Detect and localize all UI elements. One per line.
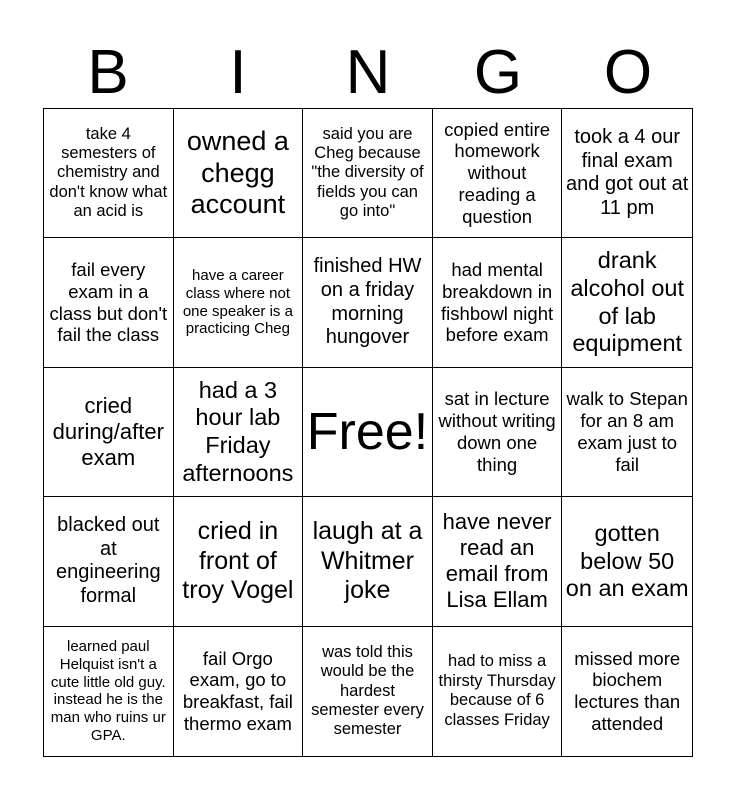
bingo-cell[interactable] — [433, 368, 563, 497]
bingo-cell-text: had to miss a thirsty Thursday because of 6 classes Friday — [438, 652, 556, 729]
bingo-cell-text: had mental breakdown in fishbowl night before exam — [441, 258, 554, 346]
bingo-cell[interactable] — [562, 238, 692, 367]
bingo-cell[interactable] — [303, 497, 433, 626]
bingo-cell-text: have a career class where not one speaker is a practicing Cheg — [182, 267, 293, 338]
bingo-cell[interactable] — [174, 627, 304, 756]
bingo-cell[interactable] — [303, 109, 433, 238]
bingo-cell[interactable] — [562, 627, 692, 756]
bingo-cell-text: gotten below 50 on an exam — [565, 519, 689, 602]
bingo-header — [43, 38, 693, 108]
bingo-cell[interactable] — [44, 109, 174, 238]
bingo-cell-text: missed more biochem lectures than attended — [574, 647, 681, 735]
bingo-cell-text: have never read an email from Lisa Ellam — [442, 509, 552, 613]
bingo-cell-text: drank alcohol out of lab equipment — [570, 247, 685, 357]
bingo-cell-text: had a 3 hour lab Friday afternoons — [182, 376, 294, 486]
header-letter-o: O — [603, 38, 653, 107]
bingo-cell[interactable] — [44, 238, 174, 367]
bingo-cell[interactable] — [433, 627, 563, 756]
bingo-cell-text: was told this would be the hardest semester every semester — [311, 642, 424, 739]
bingo-cell[interactable] — [174, 109, 304, 238]
bingo-cell-text: blacked out at engineering formal — [56, 514, 161, 607]
bingo-cell[interactable] — [562, 497, 692, 626]
header-letter-i: I — [229, 38, 247, 107]
bingo-cell-text: fail every exam in a class but don't fail the class — [49, 258, 168, 346]
bingo-cell-text: fail Orgo exam, go to breakfast, fail thermo exam — [182, 647, 293, 735]
bingo-cell-text: cried during/after exam — [52, 393, 164, 470]
bingo-card-grid — [43, 108, 693, 757]
bingo-cell-text: cried in front of troy Vogel — [182, 517, 294, 605]
bingo-cell-text: take 4 semesters of chemistry and don't know what an acid is — [49, 124, 168, 221]
bingo-cell-text: owned a chegg account — [186, 126, 289, 219]
bingo-cell-text: laugh at a Whitmer joke — [312, 517, 423, 605]
bingo-cell[interactable] — [433, 109, 563, 238]
header-letter-g: G — [473, 38, 523, 107]
bingo-cell-text: copied entire homework without reading a question — [444, 118, 551, 227]
bingo-cell-text: finished HW on a friday morning hungover — [313, 255, 422, 349]
bingo-cell[interactable] — [433, 497, 563, 626]
bingo-cell-text: walk to Stepan for an 8 am exam just to fail — [566, 388, 688, 475]
bingo-cell[interactable] — [174, 238, 304, 367]
bingo-cell-text: said you are Cheg because "the diversity of fields you can go into" — [311, 124, 424, 221]
free-space-cell[interactable] — [303, 368, 433, 497]
bingo-cell[interactable] — [174, 368, 304, 497]
bingo-cell-text: learned paul Helquist isn't a cute little old guy. instead he is the man who ruins ur GPA. — [50, 638, 166, 744]
bingo-cell-text: took a 4 our final exam and got out at 11 pm — [566, 126, 689, 219]
bingo-cell[interactable] — [44, 368, 174, 497]
bingo-cell[interactable] — [44, 497, 174, 626]
bingo-cell[interactable] — [562, 368, 692, 497]
bingo-cell[interactable] — [303, 238, 433, 367]
header-letter-b: B — [87, 38, 129, 107]
free-space-text: Free! — [306, 402, 429, 461]
bingo-cell[interactable] — [303, 627, 433, 756]
bingo-cell[interactable] — [433, 238, 563, 367]
bingo-cell[interactable] — [44, 627, 174, 756]
header-letter-n: N — [345, 38, 391, 107]
bingo-cell[interactable] — [562, 109, 692, 238]
bingo-cell-text: sat in lecture without writing down one thing — [438, 388, 556, 475]
bingo-cell[interactable] — [174, 497, 304, 626]
